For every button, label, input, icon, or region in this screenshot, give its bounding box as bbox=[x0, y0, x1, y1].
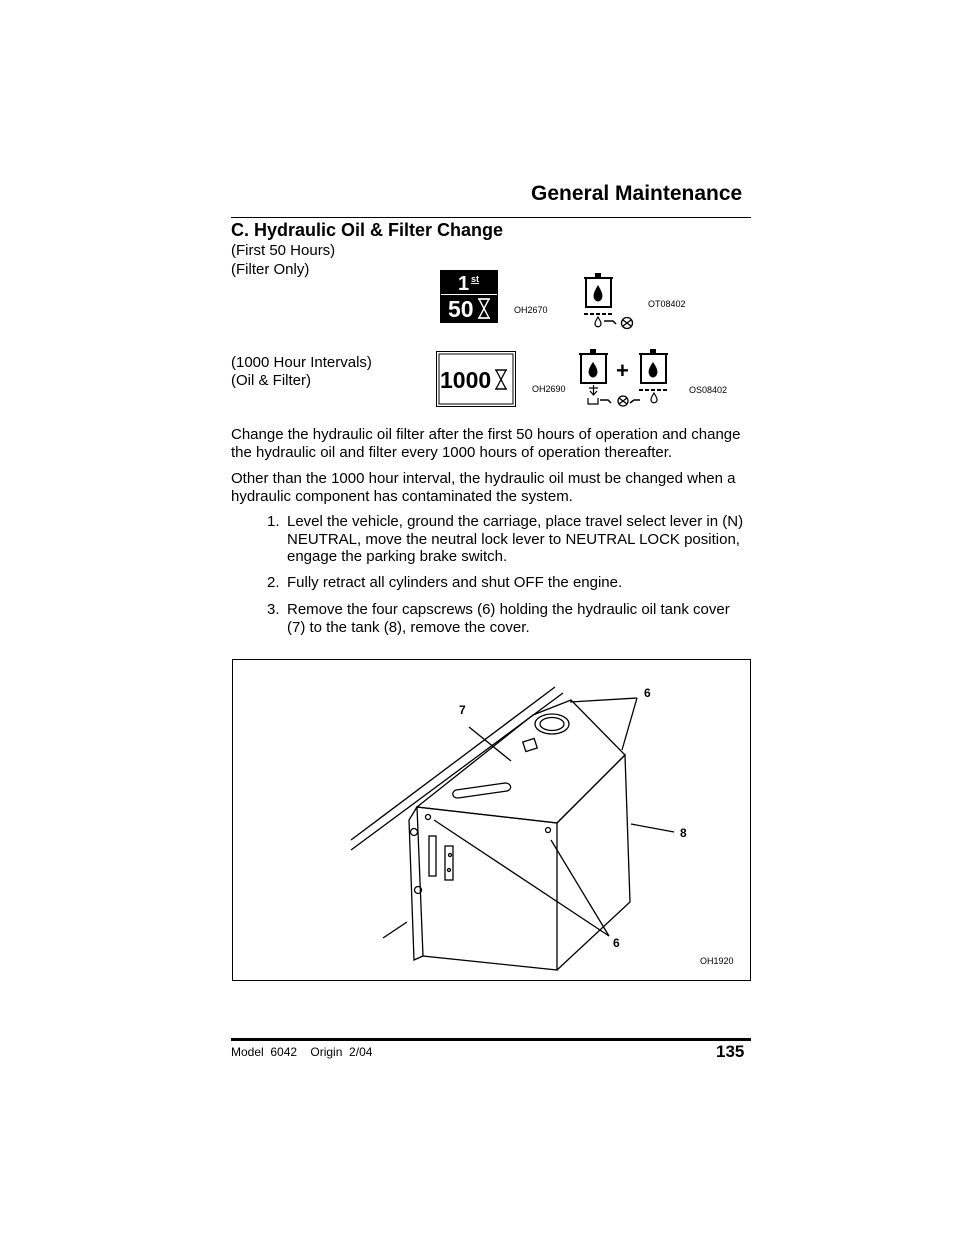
step-1 bbox=[267, 513, 751, 566]
step-number: 3. bbox=[267, 601, 280, 618]
second-icon-code: OS08402 bbox=[689, 385, 728, 395]
footer-model-origin: Model 6042 Origin 2/04 bbox=[231, 1045, 373, 1059]
plus-sign: + bbox=[616, 358, 629, 383]
1000-hours-badge bbox=[436, 351, 516, 407]
step-number: 2. bbox=[267, 574, 280, 591]
callout-6-bottom: 6 bbox=[613, 936, 620, 950]
first-50-hours-badge bbox=[440, 270, 498, 323]
section-title: General Maintenance bbox=[531, 182, 743, 205]
subsection-title: C. Hydraulic Oil & Filter Change bbox=[231, 220, 504, 240]
hydraulic-tank-illustration bbox=[233, 660, 750, 980]
first-badge-code: OH2670 bbox=[514, 305, 548, 315]
second-interval-line1: (1000 Hour Intervals) bbox=[231, 354, 372, 371]
second-interval-line2: (Oil & Filter) bbox=[231, 372, 311, 389]
footer-rule bbox=[231, 1038, 751, 1041]
step-2 bbox=[267, 574, 751, 592]
callout-6-top: 6 bbox=[644, 686, 651, 700]
badge-50-hours: 50 bbox=[448, 296, 474, 322]
step-text: Fully retract all cylinders and shut OFF the engine. bbox=[287, 574, 623, 591]
page-number: 135 bbox=[716, 1042, 745, 1061]
figure-code: OH1920 bbox=[700, 956, 734, 966]
paragraph-1: Change the hydraulic oil filter after the first 50 hours of operation and change the hydraulic oil and filter every 1000 hours of operation thereafter. bbox=[231, 426, 741, 461]
step-text: Remove the four capscrews (6) holding the hydraulic oil tank cover (7) to the tank (8), remove the cover. bbox=[287, 601, 730, 636]
filter-change-icon bbox=[583, 272, 639, 330]
header-rule bbox=[231, 217, 751, 218]
step-text: Level the vehicle, ground the carriage, place travel select lever in (N) NEUTRAL, move the neutral lock lever to NEUTRAL LOCK position, engage the parking brake switch. bbox=[287, 513, 744, 565]
hydraulic-tank-figure bbox=[232, 659, 751, 981]
badge-1000-hours: 1000 bbox=[440, 367, 492, 393]
callout-7: 7 bbox=[459, 703, 466, 717]
paragraph-2: Other than the 1000 hour interval, the hydraulic oil must be changed when a hydraulic component has contaminated the system. bbox=[231, 470, 736, 505]
badge-first-number: 1 bbox=[458, 273, 470, 295]
second-badge-code: OH2690 bbox=[532, 384, 566, 394]
first-icon-code: OT08402 bbox=[648, 299, 686, 309]
first-interval-line2: (Filter Only) bbox=[231, 261, 310, 278]
step-number: 1. bbox=[267, 513, 280, 530]
step-3 bbox=[267, 601, 751, 636]
badge-first-sup: st bbox=[471, 274, 480, 284]
callout-8: 8 bbox=[680, 826, 687, 840]
first-interval-line1: (First 50 Hours) bbox=[231, 242, 336, 259]
